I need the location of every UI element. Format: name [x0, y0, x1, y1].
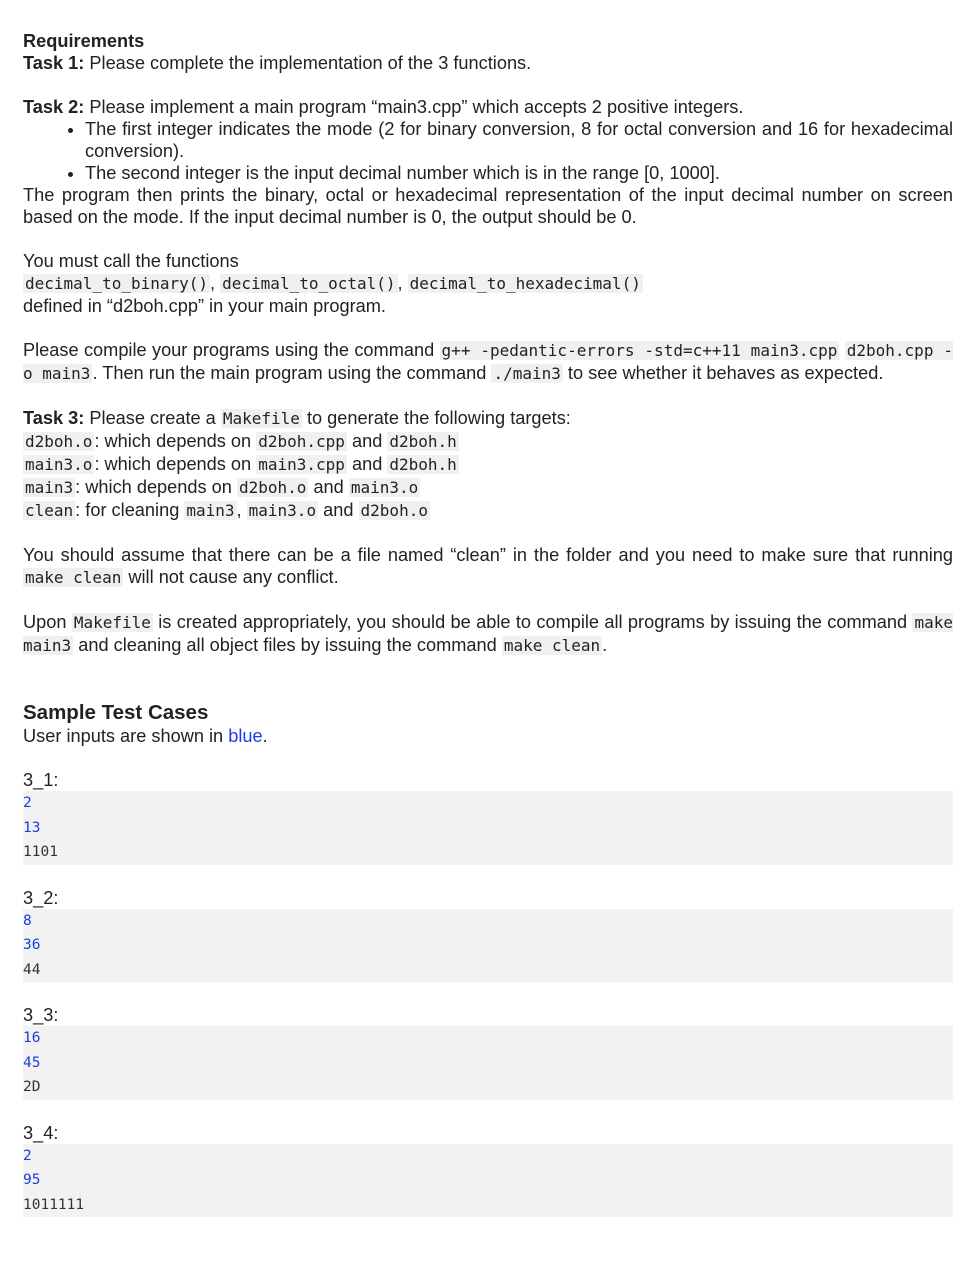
- target-line: main3 : which depends on d2boh.o and main3.o: [25, 477, 419, 497]
- requirements-heading: Requirements: [23, 31, 145, 51]
- case-label: 3_2:: [23, 887, 59, 908]
- task2-intro: Task 2: Please implement a main program “main3.cpp” which accepts 2 positive integers.: [23, 97, 744, 117]
- task3-label: Task 3:: [23, 408, 85, 428]
- compile-command-cont: d2boh.cpp -o main3: [23, 341, 954, 383]
- sample-heading: Sample Test Cases: [23, 701, 209, 724]
- target-line: main3.o : which depends on main3.cpp and d2boh.h: [25, 454, 457, 474]
- case-label: 3_1:: [23, 770, 59, 790]
- target-line: d2boh.o : which depends on d2boh.cpp and d2boh.h: [25, 431, 457, 451]
- task1-paragraph: [23, 52, 953, 74]
- case-label: 3_4:: [23, 1122, 59, 1143]
- run-command: ./main3: [493, 364, 561, 383]
- case-input: 2: [23, 795, 32, 811]
- test-case-box: [23, 1144, 953, 1218]
- bullet-item: • The first integer indicates the mode (2 for binary conversion, 8 for octal conversion and 16 for hexadecimal conversion).: [85, 118, 953, 162]
- case-input: 95: [23, 1172, 41, 1188]
- task2-label: Task 2:: [23, 97, 85, 117]
- case-label: 3_3:: [23, 1005, 59, 1025]
- compile-command: g++ -pedantic-errors -std=c++11 main3.cpp: [441, 341, 838, 360]
- case-input: 45: [23, 1054, 41, 1071]
- case-output: 1011111: [23, 1196, 85, 1213]
- make-clean-code: make clean: [25, 568, 122, 587]
- makefile-code: Makefile: [222, 409, 300, 428]
- make-main3-code: make main3: [23, 613, 953, 655]
- test-case-box: [23, 791, 953, 865]
- compile-paragraph: Please compile your programs using the command g++ -pedantic-errors -std=c++11 main3.cpp d2boh.cpp -o main3 . Then run the main program using the command ./main3 to see whether it behaves as expected.: [23, 340, 954, 383]
- case-input: 16: [23, 1030, 41, 1046]
- task2-para: The program then prints the binary, octal or hexadecimal representation of the input decimal number on screen based on the mode. If the input decimal number is 0, the output should be 0.: [23, 185, 953, 227]
- fn-binary: decimal_to_binary(): [25, 274, 209, 293]
- test-case-box: [23, 1026, 953, 1100]
- bullet-item: • The second integer is the input decimal number which is in the range [0, 1000].: [85, 162, 953, 184]
- task2-bullets: [23, 118, 953, 184]
- case-output: 1101: [23, 844, 58, 860]
- case-input: 8: [23, 912, 32, 929]
- upon-paragraph: Upon Makefile is created appropriately, you should be able to compile all programs by issuing the command make main3 and cleaning all object files by issuing the command make clean .: [23, 612, 953, 655]
- case-input: 2: [23, 1147, 32, 1164]
- makefile-code: Makefile: [73, 613, 151, 632]
- functions-line: decimal_to_binary() , decimal_to_octal() , decimal_to_hexadecimal(): [25, 273, 641, 293]
- make-clean-code: make clean: [503, 636, 601, 655]
- case-output: 2D: [23, 1079, 41, 1095]
- test-case-box: [23, 909, 953, 983]
- must-call-line: You must call the functions: [23, 251, 239, 271]
- task3-intro: Task 3: Please create a Makefile to generate the following targets:: [23, 408, 571, 428]
- case-input: 13: [23, 819, 41, 836]
- target-line: clean : for cleaning main3 , main3.o and d2boh.o: [25, 500, 428, 520]
- fn-octal: decimal_to_octal(): [222, 274, 396, 293]
- case-output: 44: [23, 961, 41, 978]
- task1-label: Task 1:: [23, 53, 85, 73]
- case-input: 36: [23, 937, 41, 953]
- clean-paragraph: You should assume that there can be a file named “clean” in the folder and you need to make sure that running make clean will not cause any conflict.: [23, 545, 953, 587]
- sample-note: User inputs are shown in blue.: [23, 726, 268, 746]
- task1-text: Please complete the implementation of the 3 functions.: [84, 53, 532, 73]
- fn-hex: decimal_to_hexadecimal(): [409, 274, 641, 293]
- defined-in-line: defined in “d2boh.cpp” in your main program.: [23, 296, 386, 316]
